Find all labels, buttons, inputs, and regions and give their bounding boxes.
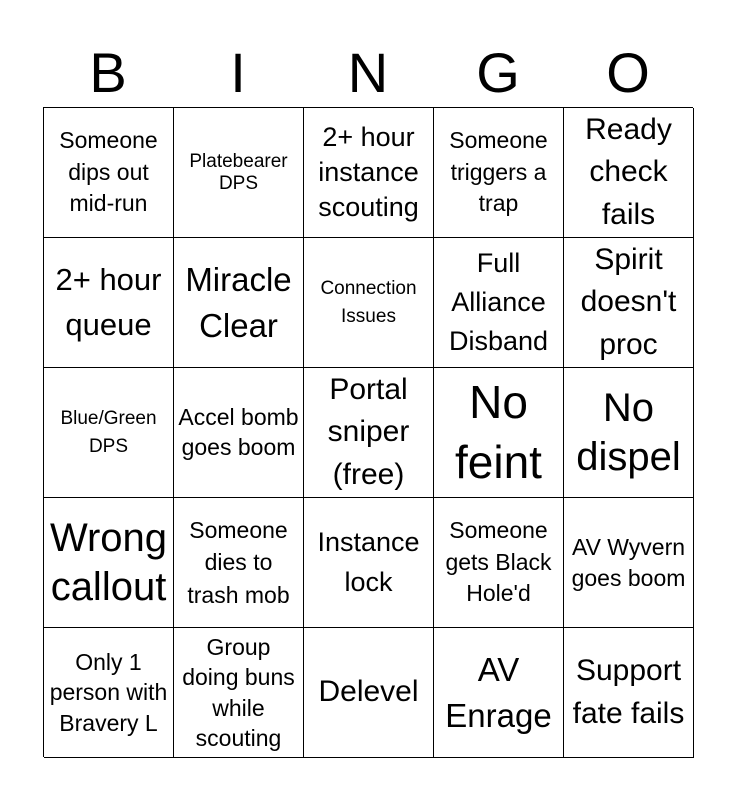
bingo-cell[interactable] [304, 498, 434, 628]
bingo-cell[interactable] [304, 238, 434, 368]
header-letter-b: B [89, 41, 127, 104]
header-letter-i: I [230, 41, 246, 104]
cell-label: Platebearer DPS [189, 151, 288, 194]
cell-label: Wrong callout [49, 515, 168, 609]
bingo-cell[interactable] [304, 108, 434, 238]
bingo-cell[interactable] [44, 108, 174, 238]
cell-label: Blue/Green DPS [60, 407, 157, 457]
cell-label: Someone dips out mid-run [59, 126, 158, 217]
bingo-board [43, 107, 693, 757]
bingo-cell[interactable] [174, 368, 304, 498]
cell-label: Only 1 person with Bravery L [49, 648, 168, 736]
bingo-cell[interactable] [434, 368, 564, 498]
cell-label: No feint [455, 375, 542, 488]
cell-label: Support fate fails [572, 653, 685, 730]
bingo-cell[interactable] [564, 238, 694, 368]
bingo-cell[interactable] [434, 628, 564, 758]
header-letter-g: G [476, 41, 520, 104]
bingo-header [43, 40, 693, 106]
cell-label: Miracle Clear [185, 260, 292, 344]
cell-label: Instance lock [317, 527, 420, 597]
bingo-cell[interactable] [434, 238, 564, 368]
bingo-cell[interactable] [304, 628, 434, 758]
cell-label: Someone triggers a trap [449, 126, 548, 217]
cell-label: Connection Issues [320, 277, 417, 327]
bingo-cell[interactable] [44, 498, 174, 628]
header-letter-o: O [606, 41, 650, 104]
bingo-cell[interactable] [44, 628, 174, 758]
cell-label: Ready check fails [585, 112, 672, 231]
bingo-cell[interactable] [434, 108, 564, 238]
cell-label: AV Enrage [445, 650, 552, 734]
bingo-cell[interactable] [174, 238, 304, 368]
cell-label: Someone dies to trash mob [187, 516, 290, 608]
bingo-cell[interactable] [44, 238, 174, 368]
header-letter-n: N [347, 41, 389, 104]
cell-label: No dispel [576, 385, 681, 479]
bingo-cell[interactable] [174, 628, 304, 758]
bingo-cell[interactable] [564, 498, 694, 628]
bingo-cell[interactable] [304, 368, 434, 498]
bingo-cell[interactable] [44, 368, 174, 498]
cell-label: Accel bomb goes boom [178, 403, 299, 460]
cell-label: Delevel [318, 675, 419, 709]
bingo-cell[interactable] [564, 628, 694, 758]
cell-label: Spirit doesn't proc [580, 242, 677, 361]
cell-label: Full Alliance Disband [448, 247, 549, 357]
bingo-cell[interactable] [174, 108, 304, 238]
cell-label: Someone gets Black Hole'd [445, 516, 552, 607]
cell-label: Group doing buns while scouting [182, 633, 295, 751]
bingo-cell[interactable] [434, 498, 564, 628]
cell-label: 2+ hour instance scouting [318, 121, 419, 223]
bingo-cell[interactable] [174, 498, 304, 628]
cell-label: Portal sniper (free) [327, 372, 410, 491]
cell-label: 2+ hour queue [55, 261, 162, 342]
bingo-cell[interactable] [564, 368, 694, 498]
cell-label: AV Wyvern goes boom [571, 534, 686, 591]
bingo-cell[interactable] [564, 108, 694, 238]
